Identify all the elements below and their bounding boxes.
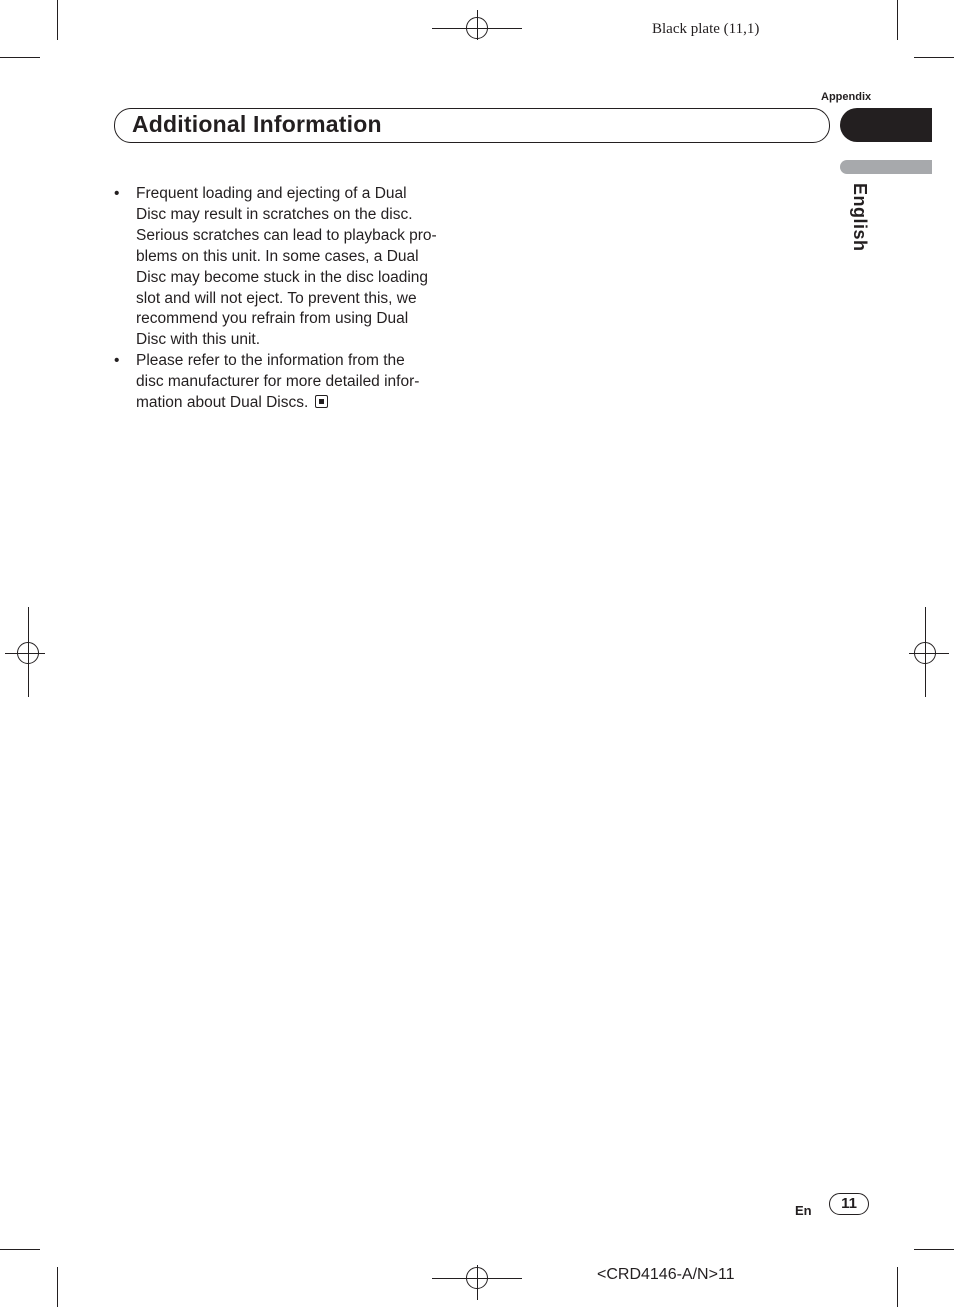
bullet-icon: • — [114, 352, 120, 370]
text-line: recommend you refrain from using Dual — [136, 310, 409, 328]
text-line-with-end-mark — [136, 393, 464, 414]
bullet-icon: • — [114, 185, 120, 202]
crop-mark-bottom-right-vertical — [897, 1267, 898, 1307]
page-title: Additional Information — [132, 111, 382, 137]
end-of-section-icon — [315, 395, 328, 408]
title-bar — [114, 108, 830, 143]
language-tab-marker — [840, 160, 932, 174]
crop-mark-top-left-horizontal — [0, 57, 40, 58]
crop-mark-top-left-vertical — [57, 0, 58, 40]
text-line: mation about Dual Discs. — [136, 394, 309, 412]
text-line: slot and will not eject. To prevent this, we — [136, 289, 417, 307]
text-line: Disc may become stuck in the disc loading — [136, 268, 429, 286]
text-line: Disc may result in scratches on the disc. — [136, 205, 413, 223]
crop-mark-bottom-right-horizontal — [914, 1249, 954, 1250]
language-tab-label: English — [850, 183, 870, 252]
text-line: Disc with this unit. — [136, 331, 261, 349]
crop-mark-bottom-left-vertical — [57, 1267, 58, 1307]
text-line: disc manufacturer for more detailed infor- — [136, 373, 420, 391]
plate-label: Black plate (11,1) — [652, 21, 760, 37]
crop-mark-top-right-horizontal — [914, 57, 954, 58]
crop-mark-bottom-left-horizontal — [0, 1249, 40, 1250]
bullet-list — [114, 184, 464, 414]
text-line: Frequent loading and ejecting of a Dual — [136, 185, 407, 202]
list-item — [114, 184, 464, 351]
crop-mark-top-right-vertical — [897, 0, 898, 40]
page-number: 11 — [829, 1193, 869, 1215]
language-code: En — [795, 1203, 812, 1218]
section-tab — [840, 108, 932, 142]
section-label: Appendix — [821, 91, 872, 103]
document-code: <CRD4146-A/N>11 — [597, 1266, 735, 1283]
list-item — [114, 351, 464, 414]
text-line: Serious scratches can lead to playback pro- — [136, 226, 437, 244]
text-line: Please refer to the information from the — [136, 352, 405, 370]
text-line: blems on this unit. In some cases, a Dual — [136, 247, 419, 265]
